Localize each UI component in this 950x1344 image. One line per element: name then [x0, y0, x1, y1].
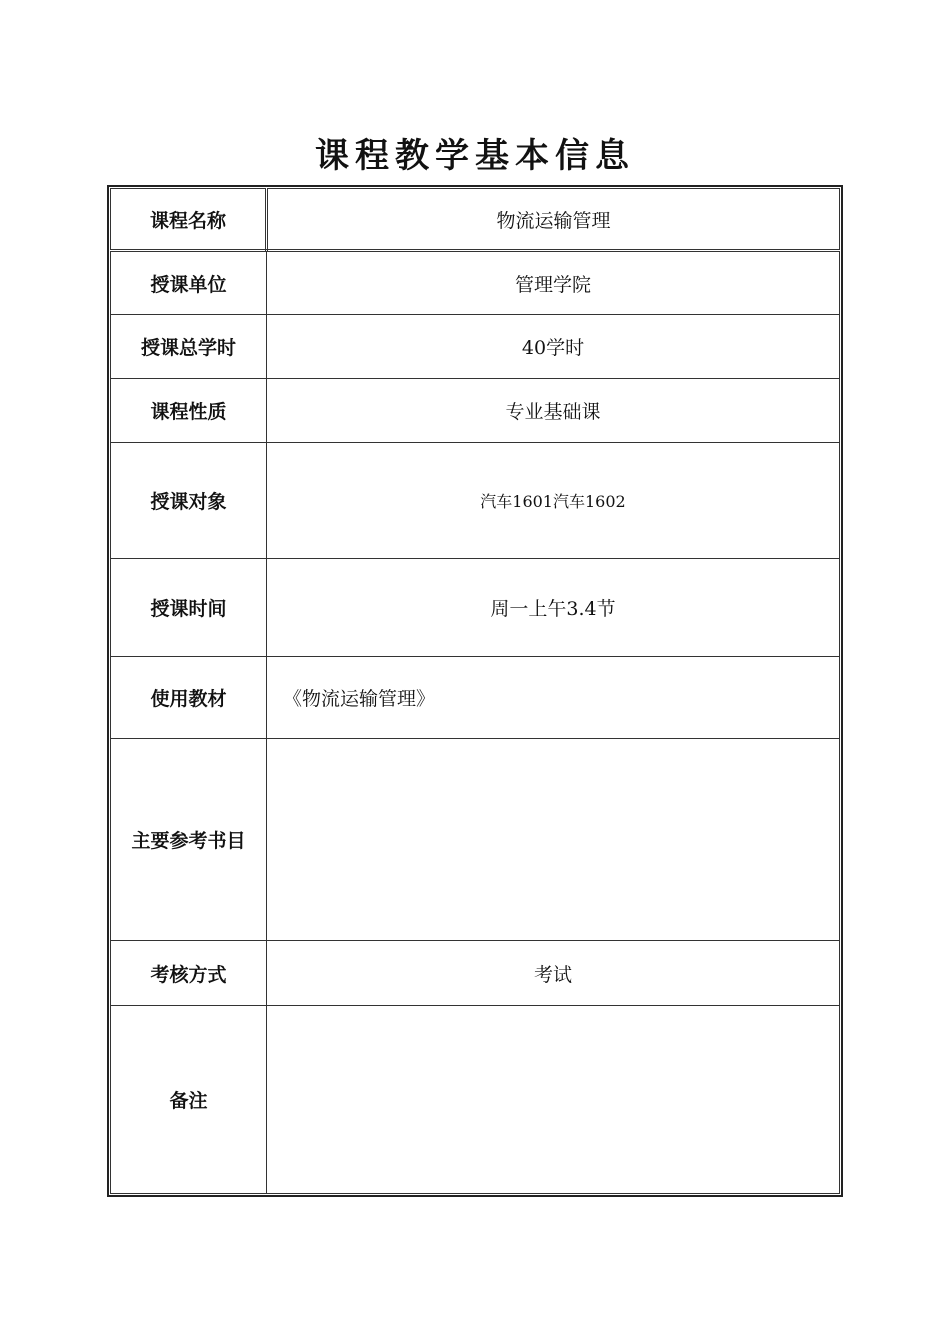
total-hours-label: 授课总学时	[111, 315, 267, 379]
remarks-label: 备注	[111, 1006, 267, 1194]
schedule-value: 周一上午3.4节	[267, 559, 840, 657]
references-label: 主要参考书目	[111, 739, 267, 941]
course-name-label: 课程名称	[111, 189, 267, 251]
remarks-value	[267, 1006, 840, 1194]
table-row-textbook	[111, 657, 840, 739]
course-nature-value: 专业基础课	[267, 379, 840, 443]
total-hours-value: 40学时	[267, 315, 840, 379]
table-row-course-nature	[111, 379, 840, 443]
schedule-label: 授课时间	[111, 559, 267, 657]
teaching-unit-label: 授课单位	[111, 251, 267, 315]
course-nature-label: 课程性质	[111, 379, 267, 443]
table-row-references	[111, 739, 840, 941]
table-row-audience	[111, 443, 840, 559]
teaching-unit-value: 管理学院	[267, 251, 840, 315]
table-row-schedule	[111, 559, 840, 657]
table-row-remarks	[111, 1006, 840, 1194]
table-row-teaching-unit	[111, 251, 840, 315]
table-row-assessment	[111, 941, 840, 1006]
course-name-value: 物流运输管理	[267, 189, 840, 251]
audience-value: 汽车1601汽车1602	[267, 443, 840, 559]
references-value	[267, 739, 840, 941]
table-row-course-name	[111, 189, 840, 251]
table-row-total-hours	[111, 315, 840, 379]
textbook-value: 《物流运输管理》	[267, 657, 840, 739]
course-info-table	[107, 185, 843, 1197]
textbook-label: 使用教材	[111, 657, 267, 739]
assessment-value: 考试	[267, 941, 840, 1006]
page-title: 课程教学基本信息	[315, 136, 635, 176]
audience-label: 授课对象	[111, 443, 267, 559]
assessment-label: 考核方式	[111, 941, 267, 1006]
